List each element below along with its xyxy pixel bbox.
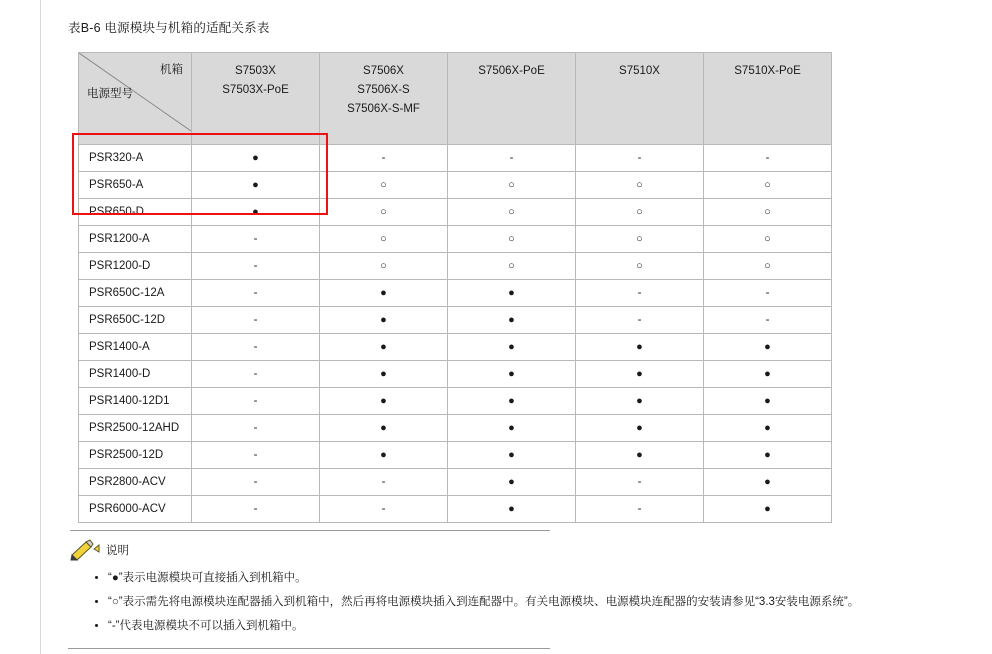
compat-symbol-dash [510, 152, 514, 164]
table-cell [704, 280, 832, 307]
note-item: • “-”代表电源模块不可以插入到机箱中。 [108, 615, 868, 637]
table-cell [320, 496, 448, 523]
compat-symbol-filled [380, 314, 387, 326]
compat-symbol-filled [252, 206, 259, 218]
column-header-s7510x [576, 53, 704, 145]
compat-symbol-dash [382, 152, 386, 164]
table-cell [320, 415, 448, 442]
compat-symbol-filled [508, 422, 515, 434]
table-cell [320, 172, 448, 199]
table-cell [704, 307, 832, 334]
table-cell [704, 145, 832, 172]
compat-symbol-open [764, 260, 771, 272]
compat-symbol-open [636, 206, 643, 218]
table-row [79, 226, 832, 253]
table-cell [320, 442, 448, 469]
table-cell [704, 442, 832, 469]
compat-symbol-filled [380, 341, 387, 353]
row-header-power-model: PSR650C-12A [79, 280, 192, 307]
table-cell [448, 361, 576, 388]
table-cell [704, 253, 832, 280]
table-cell [192, 334, 320, 361]
compat-symbol-dash [254, 368, 258, 380]
row-header-power-model: PSR2800-ACV [79, 469, 192, 496]
table-cell [192, 280, 320, 307]
corner-label-chassis: 机箱 [160, 64, 183, 76]
compat-symbol-filled [380, 422, 387, 434]
compat-symbol-filled [380, 449, 387, 461]
compat-symbol-filled [636, 341, 643, 353]
compat-symbol-filled [252, 152, 259, 164]
table-row [79, 280, 832, 307]
pencil-icon-svg [70, 539, 100, 561]
compat-symbol-open [380, 179, 387, 191]
table-caption: 表B-6 电源模块与机箱的适配关系表 [68, 21, 270, 35]
row-header-power-model: PSR2500-12AHD [79, 415, 192, 442]
compat-symbol-filled [252, 179, 259, 191]
compat-symbol-dash [766, 152, 770, 164]
table-cell [704, 172, 832, 199]
column-header-line: S7503X-PoE [222, 84, 289, 96]
row-header-power-model: PSR650-A [79, 172, 192, 199]
compat-symbol-dash [254, 422, 258, 434]
table-cell [704, 199, 832, 226]
note-header [70, 539, 868, 561]
table-cell [320, 388, 448, 415]
table-cell [704, 388, 832, 415]
compat-symbol-dash [382, 503, 386, 515]
compat-symbol-dash [254, 341, 258, 353]
compat-symbol-open [636, 260, 643, 272]
table-cell [576, 469, 704, 496]
compat-symbol-open [380, 260, 387, 272]
table-cell [704, 496, 832, 523]
row-header-power-model: PSR650-D [79, 199, 192, 226]
row-header-power-model: PSR1400-A [79, 334, 192, 361]
compat-symbol-dash [766, 314, 770, 326]
column-header-line: S7510X-PoE [734, 65, 801, 77]
table-cell [448, 307, 576, 334]
compat-symbol-filled [764, 368, 771, 380]
table-row [79, 334, 832, 361]
compat-symbol-filled [508, 314, 515, 326]
table-row [79, 253, 832, 280]
column-header-line: S7506X [363, 65, 404, 77]
compat-symbol-filled [636, 368, 643, 380]
table-row [79, 145, 832, 172]
compat-symbol-open [508, 179, 515, 191]
compat-symbol-filled [764, 341, 771, 353]
table-cell [192, 307, 320, 334]
table-row [79, 469, 832, 496]
compat-symbol-dash [638, 314, 642, 326]
table-cell [320, 226, 448, 253]
compat-symbol-filled [636, 449, 643, 461]
note-pencil-icon [70, 539, 100, 561]
compat-symbol-filled [764, 422, 771, 434]
table-cell [320, 253, 448, 280]
table-cell [704, 415, 832, 442]
table-cell [448, 253, 576, 280]
table-cell [320, 307, 448, 334]
note-block [68, 530, 868, 639]
table-header [79, 53, 832, 145]
compat-symbol-dash [638, 503, 642, 515]
table-cell [576, 226, 704, 253]
note-item: • “●”表示电源模块可直接插入到机箱中。 [108, 567, 868, 589]
table-cell [448, 469, 576, 496]
table-cell [320, 334, 448, 361]
table-row [79, 361, 832, 388]
table-row [79, 307, 832, 334]
table-cell [320, 469, 448, 496]
compat-symbol-filled [764, 503, 771, 515]
row-header-power-model: PSR650C-12D [79, 307, 192, 334]
column-header-line: S7506X-PoE [478, 65, 545, 77]
table-cell [576, 415, 704, 442]
compat-symbol-dash [254, 503, 258, 515]
corner-label-power-model: 电源型号 [87, 88, 133, 100]
table-cell [320, 145, 448, 172]
compat-symbol-dash [254, 287, 258, 299]
table-row [79, 496, 832, 523]
column-header-line: S7503X [235, 65, 276, 77]
compat-symbol-filled [508, 503, 515, 515]
row-header-power-model: PSR6000-ACV [79, 496, 192, 523]
compat-symbol-filled [380, 395, 387, 407]
compatibility-table [78, 52, 832, 523]
compat-symbol-dash [254, 314, 258, 326]
compat-symbol-filled [764, 476, 771, 488]
compat-symbol-open [636, 233, 643, 245]
table-cell [576, 334, 704, 361]
compat-symbol-filled [508, 287, 515, 299]
table-cell [320, 199, 448, 226]
table-cell [576, 361, 704, 388]
table-cell [448, 172, 576, 199]
compat-symbol-filled [636, 395, 643, 407]
table-row [79, 442, 832, 469]
table-cell [192, 361, 320, 388]
table-cell [448, 334, 576, 361]
compat-symbol-open [380, 233, 387, 245]
page-left-rule [40, 0, 41, 654]
compat-symbol-dash [382, 476, 386, 488]
table-cell [192, 253, 320, 280]
table-cell [192, 199, 320, 226]
compat-symbol-open [764, 233, 771, 245]
row-header-power-model: PSR320-A [79, 145, 192, 172]
table-cell [576, 280, 704, 307]
compat-symbol-dash [254, 476, 258, 488]
table-row [79, 388, 832, 415]
column-header-line: S7506X-S-MF [347, 103, 420, 115]
table-cell [192, 145, 320, 172]
table-row [79, 415, 832, 442]
compat-symbol-filled [764, 395, 771, 407]
compat-symbol-filled [380, 287, 387, 299]
table-cell [576, 199, 704, 226]
table-cell [576, 172, 704, 199]
table-cell [192, 415, 320, 442]
note-bottom-rule [68, 648, 550, 649]
column-header-s7503x [192, 53, 320, 145]
compat-symbol-dash [638, 152, 642, 164]
table-corner-header [79, 53, 192, 145]
table-row [79, 172, 832, 199]
table-cell [448, 388, 576, 415]
row-header-power-model: PSR1200-A [79, 226, 192, 253]
compat-symbol-filled [764, 449, 771, 461]
column-header-line: S7510X [619, 65, 660, 77]
compat-symbol-filled [636, 422, 643, 434]
table-cell [576, 145, 704, 172]
table-cell [448, 280, 576, 307]
table-cell [704, 361, 832, 388]
note-item-list [68, 567, 868, 637]
compat-symbol-dash [254, 260, 258, 272]
table-cell [320, 280, 448, 307]
table-cell [448, 442, 576, 469]
compat-symbol-open [508, 260, 515, 272]
table-cell [192, 469, 320, 496]
column-header-line: S7506X-S [357, 84, 410, 96]
note-top-rule [70, 530, 550, 531]
table-cell [576, 253, 704, 280]
compat-symbol-dash [254, 233, 258, 245]
compat-symbol-filled [508, 395, 515, 407]
table-cell [192, 226, 320, 253]
compat-symbol-dash [638, 476, 642, 488]
compat-symbol-filled [508, 449, 515, 461]
table-body [79, 145, 832, 523]
row-header-power-model: PSR1200-D [79, 253, 192, 280]
table-cell [192, 388, 320, 415]
row-header-power-model: PSR1400-12D1 [79, 388, 192, 415]
table-row [79, 199, 832, 226]
compat-symbol-open [764, 206, 771, 218]
column-header-s7510x-poe [704, 53, 832, 145]
table-cell [448, 226, 576, 253]
row-header-power-model: PSR1400-D [79, 361, 192, 388]
row-header-power-model: PSR2500-12D [79, 442, 192, 469]
table-cell [320, 361, 448, 388]
table-cell [192, 442, 320, 469]
table-cell [704, 226, 832, 253]
column-header-s7506x-poe [448, 53, 576, 145]
table-cell [576, 307, 704, 334]
compat-symbol-open [764, 179, 771, 191]
compat-symbol-filled [508, 341, 515, 353]
compat-symbol-open [380, 206, 387, 218]
table-cell [704, 334, 832, 361]
compat-symbol-open [508, 206, 515, 218]
table-cell [448, 145, 576, 172]
compat-symbol-dash [638, 287, 642, 299]
table-cell [448, 415, 576, 442]
table-cell [576, 388, 704, 415]
table-cell [192, 172, 320, 199]
table-cell [576, 442, 704, 469]
note-title: 说明 [106, 545, 129, 557]
table-cell [576, 496, 704, 523]
compat-symbol-open [508, 233, 515, 245]
table-header-row [79, 53, 832, 145]
compat-symbol-filled [380, 368, 387, 380]
table-cell [448, 496, 576, 523]
table-cell [192, 496, 320, 523]
compat-symbol-dash [254, 395, 258, 407]
compat-symbol-dash [766, 287, 770, 299]
column-header-s7506x [320, 53, 448, 145]
compat-symbol-open [636, 179, 643, 191]
compat-symbol-filled [508, 476, 515, 488]
compat-symbol-filled [508, 368, 515, 380]
compat-symbol-dash [254, 449, 258, 461]
table-cell [704, 469, 832, 496]
note-item: • “○”表示需先将电源模块连配器插入到机箱中，然后再将电源模块插入到连配器中。有关电源模块、电源模块连配器的安装请参见“3.3安装电源系统”。 [108, 591, 868, 613]
table-cell [448, 199, 576, 226]
